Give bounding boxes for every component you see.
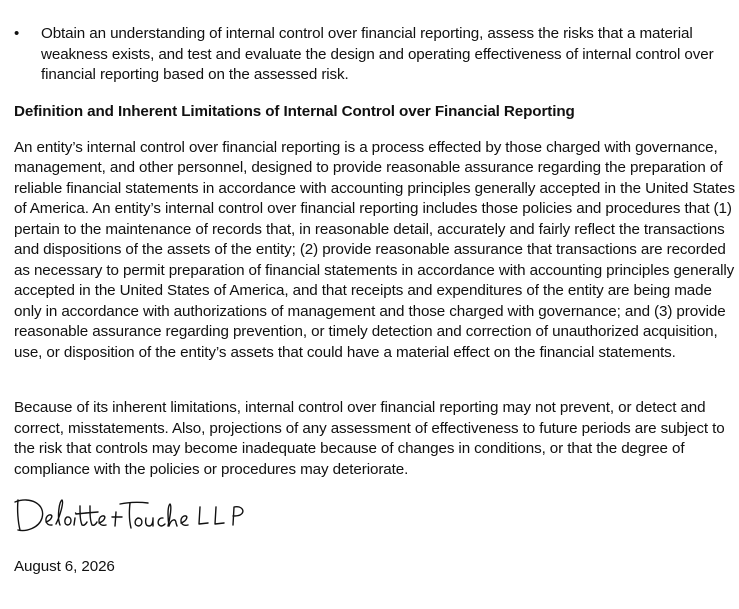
firm-signature bbox=[12, 490, 272, 538]
paragraph-limitations: Because of its inherent limitations, internal control over financial reporting may not prevent, or detect and correct, misstatements. Also, projections of any assessment of effectiveness to future periods are subject to the risk that controls may become inadequate because of changes in conditions, or that the degree of compliance with the policies or procedures may deteriorate. bbox=[14, 399, 725, 478]
bullet-item bbox=[14, 24, 726, 86]
section-heading: Definition and Inherent Limitations of Internal Control over Financial Reporting bbox=[14, 103, 575, 120]
report-date: August 6, 2026 bbox=[14, 558, 115, 575]
paragraph-definition: An entity’s internal control over financial reporting is a process effected by those charged with governance, management, and other personnel, designed to provide reasonable assurance regarding the preparation of reliable financial statements in accordance with accounting principles generally accepted in the United States of America. An entity’s internal control over financial reporting includes those policies and procedures that (1) pertain to the maintenance of records that, in reasonable detail, accurately and fairly reflect the transactions and dispositions of the assets of the entity; (2) provide reasonable assurance that transactions are recorded as necessary to permit preparation of financial statements in accordance with accounting principles generally accepted in the United States of America, and that receipts and expenditures of the entity are being made only in accordance with authorizations of management and those charged with governance; and (3) provide reasonable assurance regarding prevention, or timely detection and correction of unauthorized acquisition, use, or disposition of the entity’s assets that could have a material effect on the financial statements. bbox=[14, 139, 735, 361]
bullet-text: Obtain an understanding of internal control over financial reporting, assess the risks that a material weakness exists, and test and evaluate the design and operating effectiveness of internal control over financial reporting based on the assessed risk. bbox=[41, 25, 714, 83]
bullet-marker: • bbox=[14, 25, 20, 42]
